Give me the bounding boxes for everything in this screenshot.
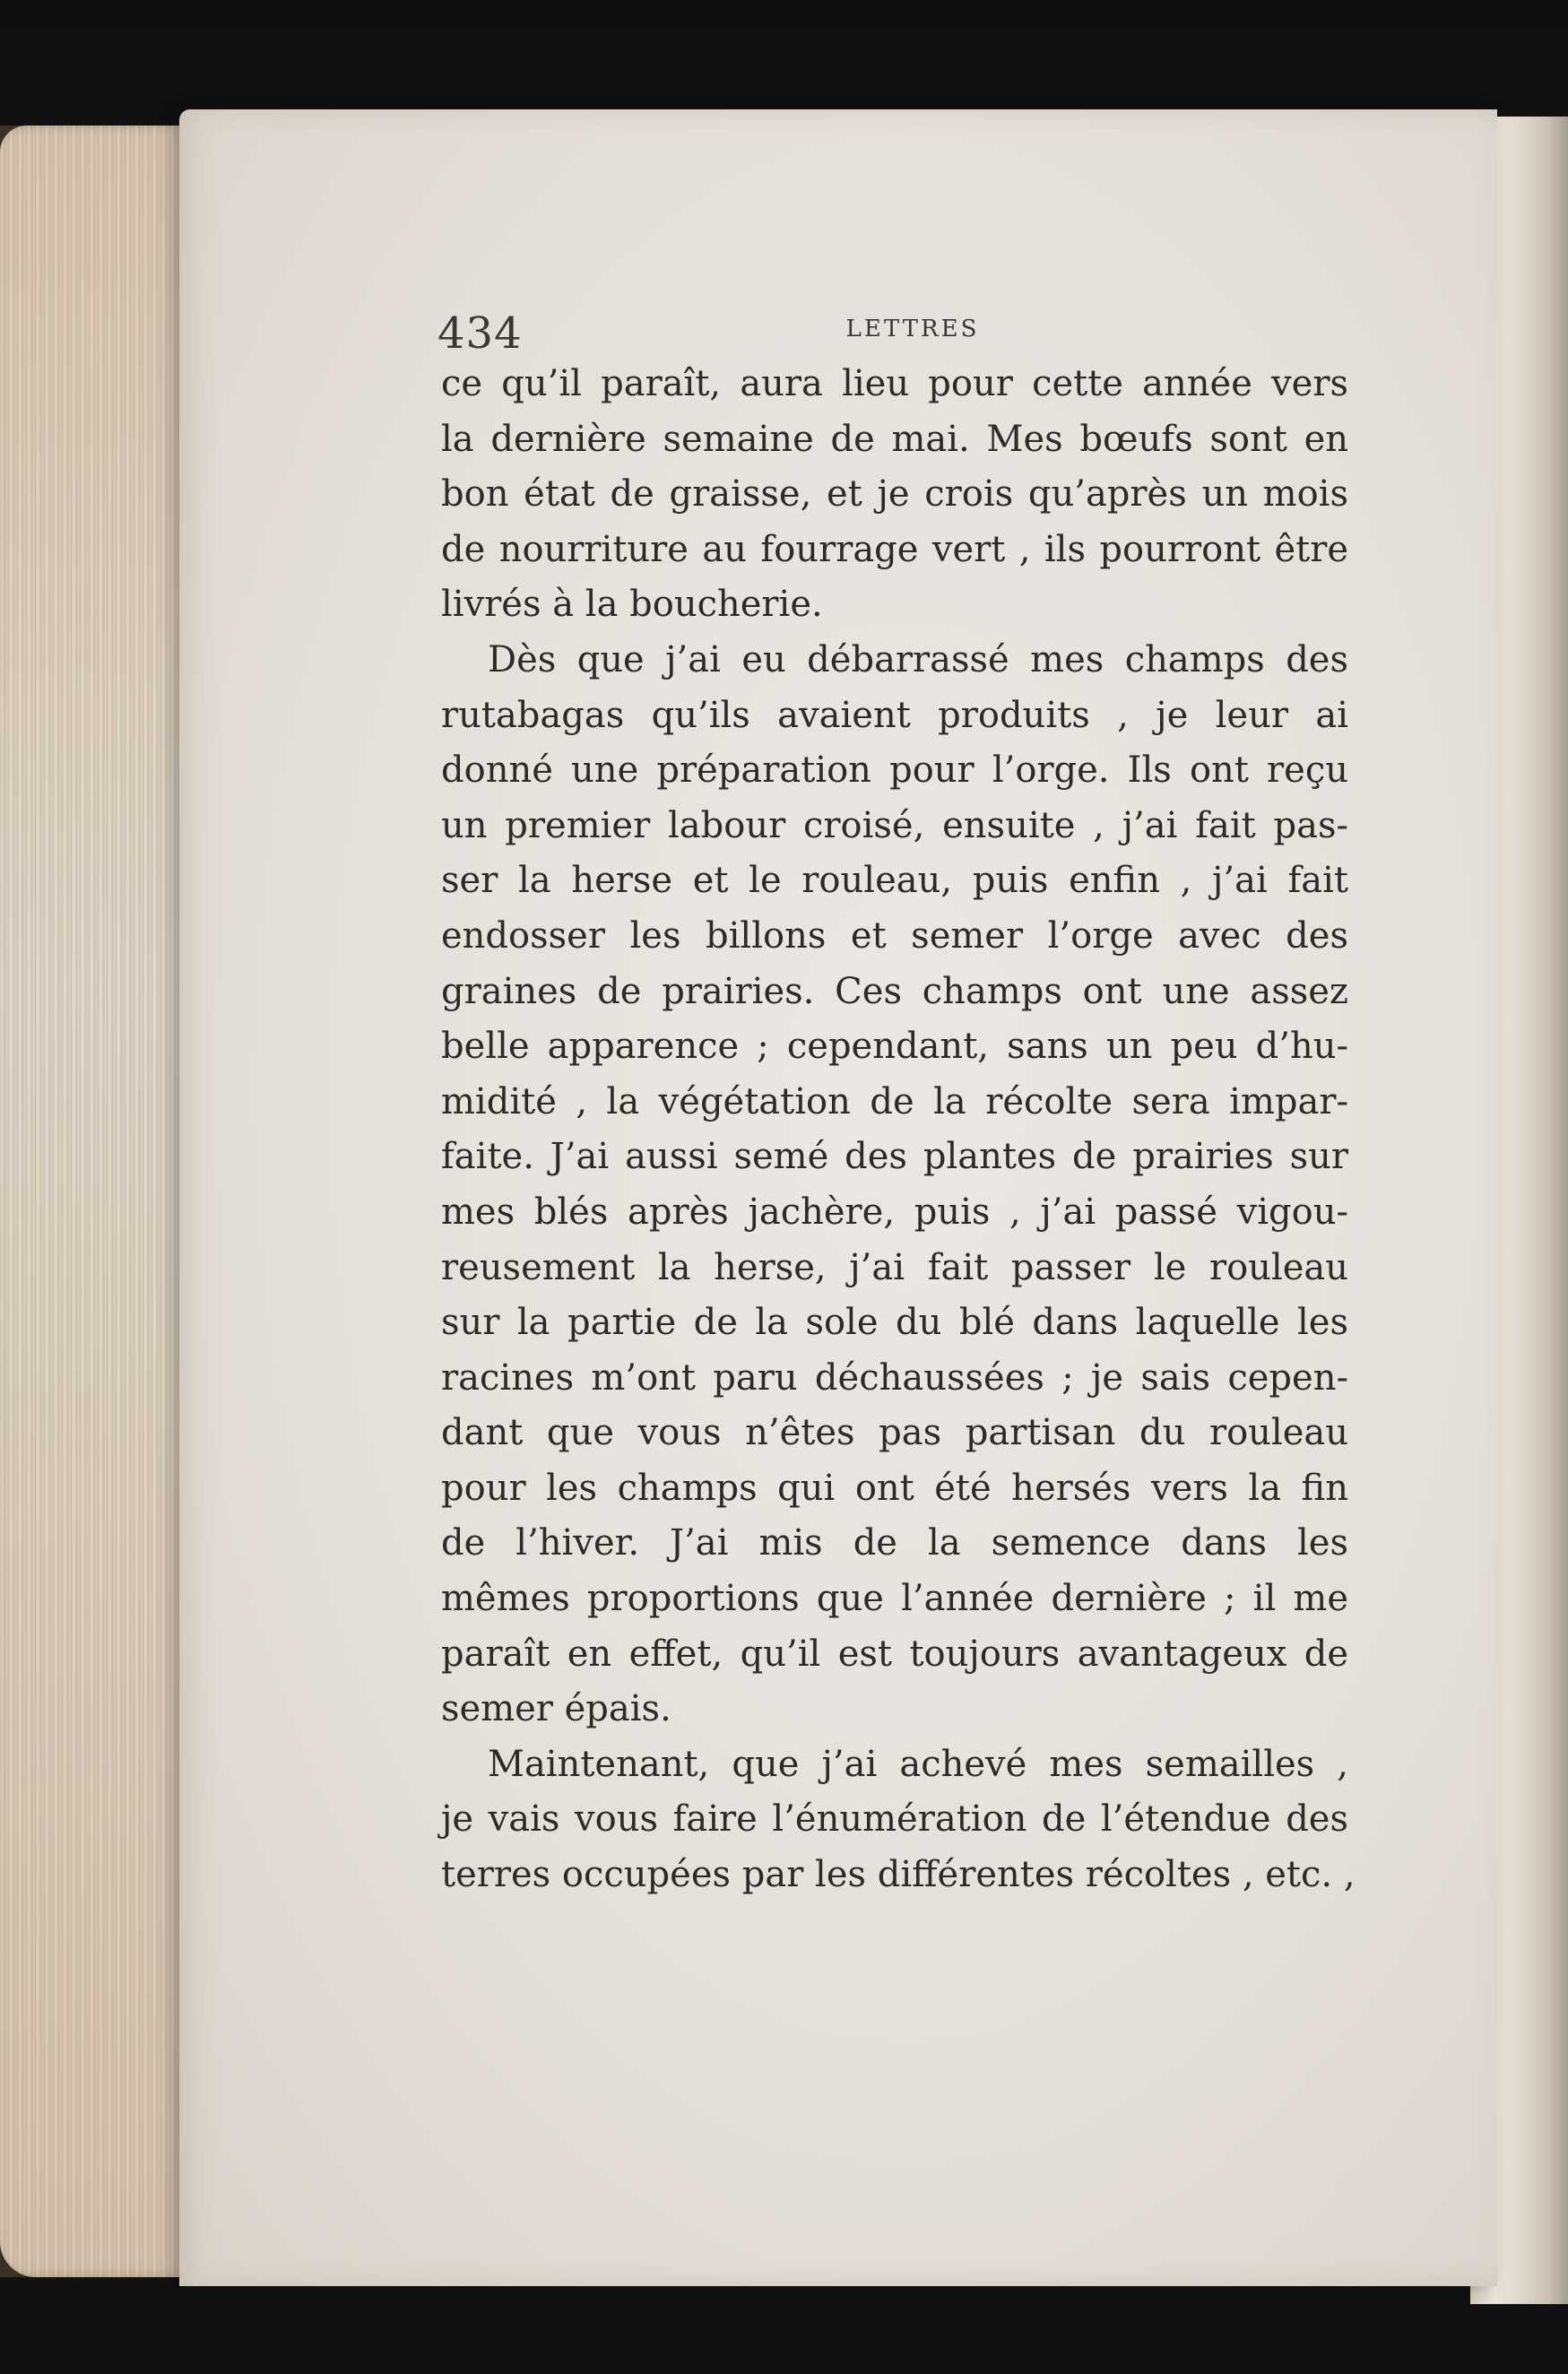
- text-line: racines m’ont paru déchaussées ; je sais cepen-: [441, 1356, 1348, 1399]
- text-line: endosser les billons et semer l’orge avec des: [441, 914, 1348, 957]
- text-line: semer épais.: [441, 1688, 671, 1730]
- text-line: dant que vous n’êtes pas partisan du rouleau: [441, 1412, 1348, 1454]
- body-text: [441, 357, 1356, 1903]
- text-line: paraît en effet, qu’il est toujours avantageux de: [441, 1633, 1348, 1675]
- text-line: reusement la herse, j’ai fait passer le rouleau: [441, 1246, 1348, 1288]
- text-line: je vais vous faire l’énumération de l’étendue des: [441, 1798, 1348, 1841]
- text-line: belle apparence ; cependant, sans un peu d’hu-: [441, 1026, 1348, 1068]
- text-line: rutabagas qu’ils avaient produits , je leur ai: [441, 694, 1348, 736]
- text-line: ser la herse et le rouleau, puis enfin , j’ai fait: [441, 860, 1348, 902]
- running-title: LETTRES: [845, 316, 980, 342]
- text-line: livrés à la boucherie.: [441, 584, 823, 626]
- text-line: mes blés après jachère, puis , j’ai passé vigou-: [441, 1191, 1348, 1233]
- text-line: la dernière semaine de mai. Mes bœufs sont en: [441, 418, 1348, 460]
- text-line: sur la partie de la sole du blé dans laquelle les: [441, 1302, 1348, 1344]
- text-line: bon état de graisse, et je crois qu’après un mois: [441, 473, 1348, 516]
- running-head: [437, 308, 1381, 362]
- text-line: donné une préparation pour l’orge. Ils ont reçu: [441, 749, 1348, 792]
- text-line: ce qu’il paraît, aura lieu pour cette année vers: [441, 363, 1348, 404]
- text-line: un premier labour croisé, ensuite , j’ai fait pas-: [441, 804, 1348, 846]
- text-line: graines de prairies. Ces champs ont une assez: [441, 970, 1348, 1012]
- text-line: Dès que j’ai eu débarrassé mes champs des: [488, 638, 1348, 680]
- text-line: faite. J’ai aussi semé des plantes de prairies sur: [441, 1136, 1348, 1178]
- page-number: 434: [437, 308, 523, 359]
- text-line: terres occupées par les différentes récoltes , etc. ,: [441, 1854, 1356, 1896]
- text-line: Maintenant, que j’ai achevé mes semailles ,: [488, 1743, 1348, 1785]
- text-line: mêmes proportions que l’année dernière ; il me: [441, 1578, 1348, 1620]
- text-line: pour les champs qui ont été hersés vers la fin: [441, 1467, 1348, 1509]
- text-line: de nourriture au fourrage vert , ils pourront être: [441, 528, 1348, 570]
- text-line: de l’hiver. J’ai mis de la semence dans les: [441, 1522, 1348, 1564]
- text-line: midité , la végétation de la récolte sera impar-: [441, 1080, 1348, 1122]
